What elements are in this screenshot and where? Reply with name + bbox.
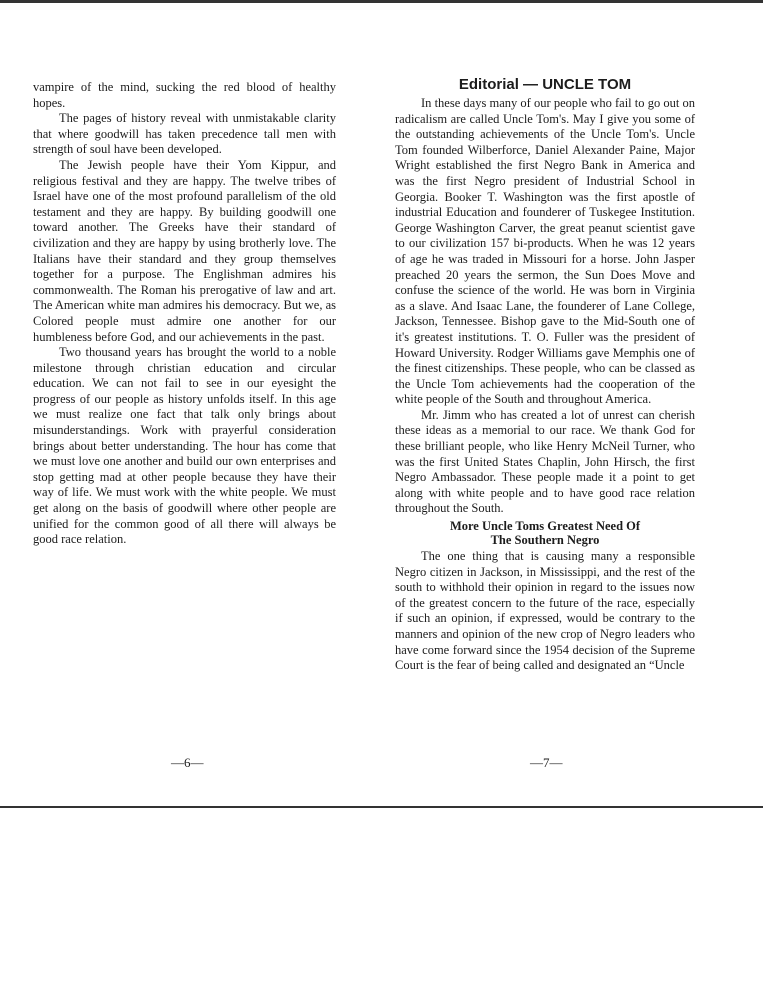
page-number-left: —6— [171, 755, 204, 770]
right-page-column [395, 76, 695, 674]
left-paragraph-2: The pages of history reveal with unmistakable clarity that where goodwill has taken precedence tall men with strength of soul have been developed. [33, 111, 336, 157]
subheading-line-2: The Southern Negro [490, 533, 600, 548]
left-paragraph-1: vampire of the mind, sucking the red blood of healthy hopes. [33, 80, 336, 110]
bottom-border [0, 806, 763, 808]
left-paragraph-3: The Jewish people have their Yom Kippur, and religious festival and they are happy. The twelve tribes of Israel have one of the most profound parallelism of the old testament and they are happy. By building goodwill one toward another. The Greeks have their standard of civilization and they are happy by using brotherly love. The Italians have their standard and they group themselves together for a purpose. The Englishman admires his commonwealth. The Roman his prerogative of law and art. The American white man admires his democracy. But we, as Colored people must admire one another for our humbleness before God, and our achievements in the past. [33, 157, 336, 344]
page-number-right: —7— [530, 755, 563, 770]
right-paragraph-1: In these days many of our people who fail to go out on radicalism are called Uncle Tom's. May I give you some of the outstanding achievements of the Uncle Tom's. Uncle Tom founded Wilberforce, Daniel Alexander Paine, Major Wright established the first Negro Bank in America and was the first Negro president of Industrial School in Georgia. Booker T. Washington was the first apostle of industrial Education and founderer of Tuskegee Institution. George Washington Carver, the great peanut scientist gave to our civilization 157 bi-products. When he was 12 years of age he was traded in Missouri for a horse. John Jasper preached 20 years the sermon, the Sun Does Move and confuse the science of the world. He was born in Virginia as a slave. And Isaac Lane, the founderer of Lane College, Jackson, Tennessee. Bishop gave to the Mid-South one of it's greatest institutions. T. O. Fuller was the president of Howard University. Rodger Williams gave Memphis one of the finest citizenships. These people, who can be classed as the Uncle Tom achievements had the cooperation of the white people of the South and throughout America. [395, 96, 695, 407]
top-border [0, 0, 763, 3]
right-paragraph-3: The one thing that is causing many a responsible Negro citizen in Jackson, in Mississippi, and the rest of the south to withhold their opinion in regard to the issues now of the greatest concern to the future of the race, especially if such an opinion, if expressed, would be contrary to the manners and opinion of the new crop of Negro leaders who have come forward since the 1954 decision of the Supreme Court is the fear of being called and designated an “Uncle [395, 549, 695, 673]
editorial-heading: Editorial — UNCLE TOM [458, 76, 632, 93]
subheading [395, 519, 695, 547]
left-paragraph-4: Two thousand years has brought the world to a noble milestone through christian education and circular education. We can not fail to see in our eyesight the progress of our people as history unfolds itself. In this age we must realize one fact that talk only brings about misunderstandings. Work with prayerful consideration brings about better understanding. The hour has come that we must love one another and build our own enterprises and stop getting mad at other people because they have their way of life. We must work with the white people. We must get along on the basis of goodwill where other people are unified for the common good of all there will always be good race relation. [33, 345, 336, 547]
right-paragraph-2: Mr. Jimm who has created a lot of unrest can cherish these ideas as a memorial to our race. We thank God for these brilliant people, who like Henry McNeil Turner, who was the first United States Chaplin, John Hirsch, the first Negro Ambassador. These people made it a point to get along with white people and to have good race relation throughout the South. [395, 407, 695, 516]
subheading-line-1: More Uncle Toms Greatest Need Of [449, 519, 641, 534]
left-page-column [33, 80, 336, 548]
